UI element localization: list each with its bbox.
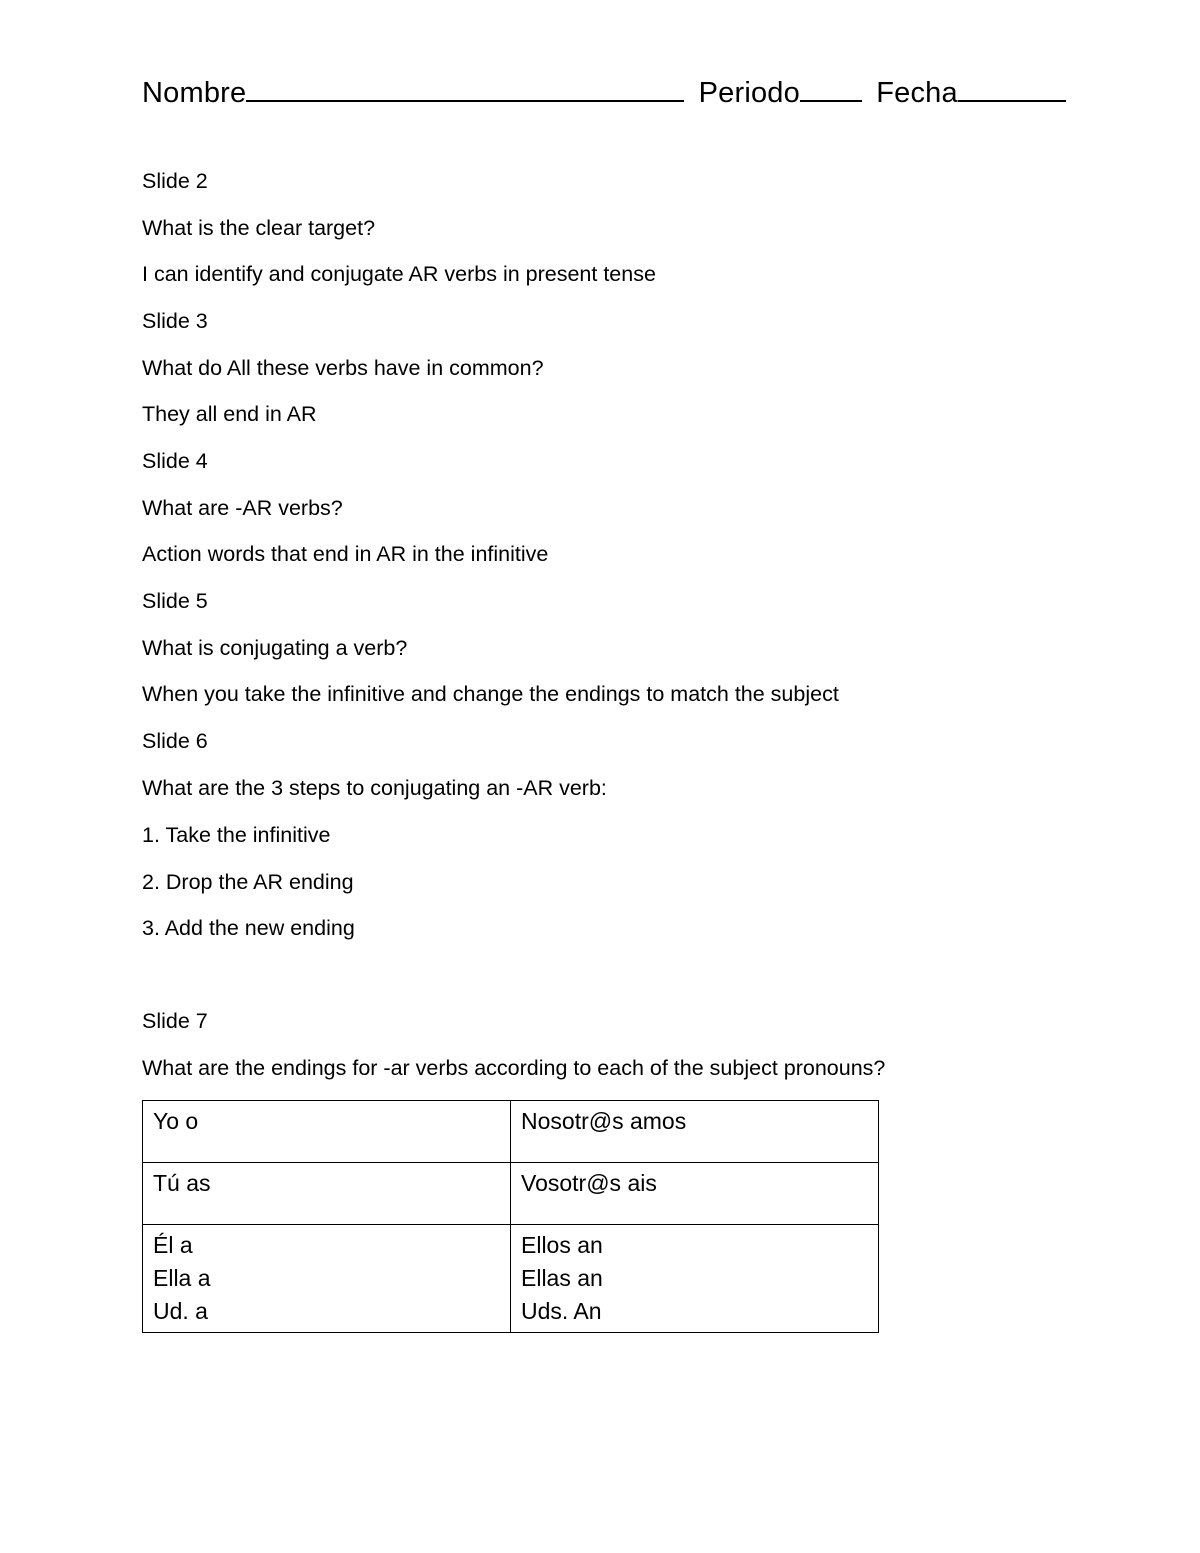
answer-line: I can identify and conjugate AR verbs in present tense <box>142 262 656 286</box>
periodo-blank <box>800 72 862 102</box>
step-line: 1. Take the infinitive <box>142 823 331 847</box>
nombre-label: Nombre <box>142 77 247 109</box>
pronoun-ending: Nosotr@s amos <box>521 1108 687 1134</box>
pronoun-ending: Ellas an <box>521 1265 603 1291</box>
question-line: What do All these verbs have in common? <box>142 356 544 380</box>
slide-heading: Slide 4 <box>142 449 208 473</box>
student-info-header <box>142 72 1072 110</box>
table-cell <box>143 1163 511 1225</box>
fecha-blank <box>958 72 1066 102</box>
answer-line: Action words that end in AR in the infinitive <box>142 542 549 566</box>
step-line: 3. Add the new ending <box>142 916 355 940</box>
pronoun-ending: Yo o <box>153 1108 199 1134</box>
slide-heading: Slide 6 <box>142 729 208 753</box>
step-line: 2. Drop the AR ending <box>142 870 354 894</box>
table-cell <box>143 1225 511 1333</box>
pronoun-ending: Ella a <box>153 1265 211 1291</box>
pronoun-ending: Ellos an <box>521 1232 603 1258</box>
table-row <box>143 1225 879 1333</box>
pronoun-ending: Ud. a <box>153 1298 208 1324</box>
table-row <box>143 1163 879 1225</box>
answer-line: When you take the infinitive and change the endings to match the subject <box>142 682 839 706</box>
table-cell <box>143 1101 511 1163</box>
table-cell <box>511 1163 879 1225</box>
answer-line: They all end in AR <box>142 402 317 426</box>
slide-heading: Slide 2 <box>142 169 208 193</box>
slide-heading: Slide 3 <box>142 309 208 333</box>
table-row <box>143 1101 879 1163</box>
question-line: What is conjugating a verb? <box>142 636 408 660</box>
question-line: What is the clear target? <box>142 216 376 240</box>
periodo-label: Periodo <box>698 77 800 109</box>
table-cell <box>511 1225 879 1333</box>
fecha-label: Fecha <box>876 77 958 109</box>
pronoun-ending: Tú as <box>153 1170 211 1196</box>
pronoun-ending: Vosotr@s ais <box>521 1170 657 1196</box>
question-line: What are the 3 steps to conjugating an -AR verb: <box>142 776 607 800</box>
slide-heading: Slide 5 <box>142 589 208 613</box>
pronoun-ending: Uds. An <box>521 1298 602 1324</box>
pronoun-ending: Él a <box>153 1232 193 1258</box>
table-cell <box>511 1101 879 1163</box>
question-line: What are the endings for -ar verbs according to each of the subject pronouns? <box>142 1056 886 1080</box>
slide-heading: Slide 7 <box>142 1009 208 1033</box>
nombre-blank <box>246 72 684 102</box>
ar-endings-table <box>142 1100 879 1333</box>
question-line: What are -AR verbs? <box>142 496 343 520</box>
